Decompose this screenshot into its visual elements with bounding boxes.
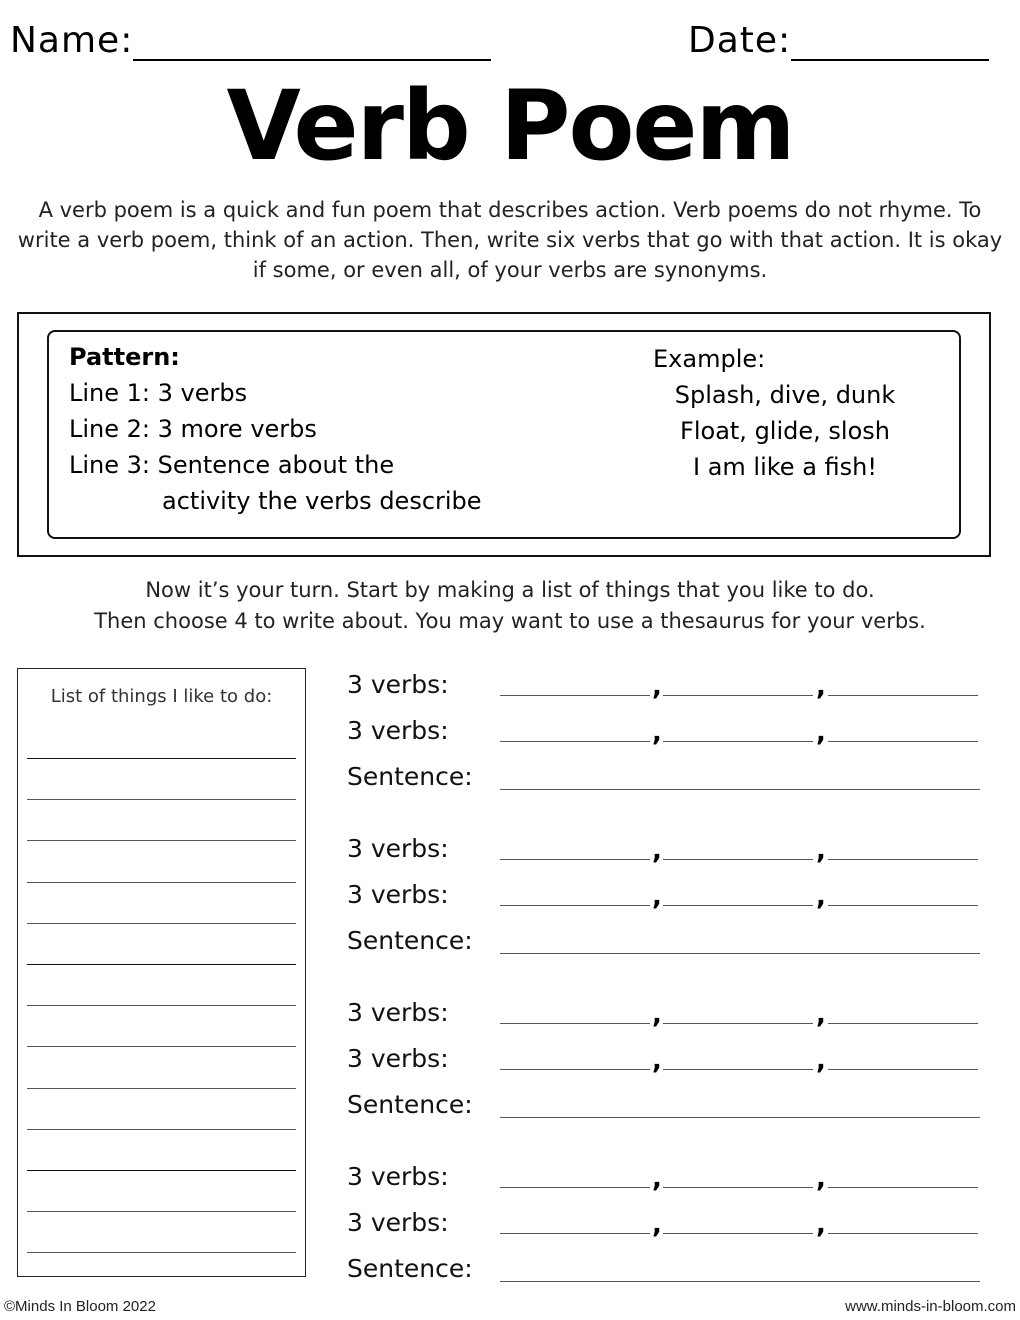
pattern-line: Line 1: 3 verbs <box>69 379 248 407</box>
verb-blank[interactable] <box>663 905 813 906</box>
comma: , <box>816 672 826 702</box>
page-title: Verb Poem <box>226 70 794 182</box>
verb-blank[interactable] <box>500 695 650 696</box>
verbs-label: 3 verbs: <box>347 1208 449 1237</box>
verb-blank[interactable] <box>663 1023 813 1024</box>
date-label: Date: <box>688 20 792 61</box>
verb-blank[interactable] <box>828 741 978 742</box>
comma: , <box>816 1164 826 1194</box>
verb-blank[interactable] <box>663 1233 813 1234</box>
comma: , <box>652 836 662 866</box>
verb-blank[interactable] <box>500 859 650 860</box>
verbs-label: 3 verbs: <box>347 670 449 699</box>
instructions <box>0 575 1020 637</box>
verbs-label: 3 verbs: <box>347 1162 449 1191</box>
list-blank-line[interactable] <box>27 1046 296 1047</box>
sentence-label: Sentence: <box>347 762 473 791</box>
verb-blank[interactable] <box>663 1069 813 1070</box>
sentence-blank[interactable] <box>500 789 980 790</box>
verb-blank[interactable] <box>828 1187 978 1188</box>
verb-blank[interactable] <box>828 695 978 696</box>
list-blank-line[interactable] <box>27 799 296 800</box>
list-blank-line[interactable] <box>27 1170 296 1171</box>
comma: , <box>816 836 826 866</box>
verb-blank[interactable] <box>500 1023 650 1024</box>
list-blank-line[interactable] <box>27 882 296 883</box>
verbs-label: 3 verbs: <box>347 716 449 745</box>
date-field[interactable] <box>688 20 989 61</box>
example-line: I am like a fish! <box>693 453 877 481</box>
example-line: Splash, dive, dunk <box>674 381 896 409</box>
comma: , <box>652 1210 662 1240</box>
verbs-label: 3 verbs: <box>347 998 449 1027</box>
comma: , <box>816 1000 826 1030</box>
pattern-line: activity the verbs describe <box>162 487 482 515</box>
verbs-label: 3 verbs: <box>347 834 449 863</box>
list-blank-line[interactable] <box>27 758 296 759</box>
pattern-line: Line 2: 3 more verbs <box>69 415 317 443</box>
list-box <box>17 668 306 1277</box>
verb-blank[interactable] <box>828 905 978 906</box>
list-blank-line[interactable] <box>27 840 296 841</box>
comma: , <box>652 1046 662 1076</box>
verbs-label: 3 verbs: <box>347 880 449 909</box>
verb-blank[interactable] <box>663 1187 813 1188</box>
list-blank-line[interactable] <box>27 1129 296 1130</box>
pattern-heading: Pattern: <box>69 343 180 371</box>
verb-blank[interactable] <box>663 741 813 742</box>
example-heading: Example: <box>653 345 766 373</box>
example-line: Float, glide, slosh <box>680 417 890 445</box>
list-blank-line[interactable] <box>27 1252 296 1253</box>
website[interactable]: www.minds-in-bloom.com <box>845 1298 1016 1315</box>
instruction-line: Now it’s your turn. Start by making a list of things that you like to do. <box>145 578 875 602</box>
intro-paragraph: A verb poem is a quick and fun poem that describes action. Verb poems do not rhyme. To write a verb poem, think of an action. Then, write six verbs that go with that action. It is okay if some, or even all, of your verbs are synonyms. <box>17 198 1003 282</box>
copyright: ©Minds In Bloom 2022 <box>4 1298 156 1315</box>
verb-blank[interactable] <box>828 1069 978 1070</box>
comma: , <box>652 1164 662 1194</box>
comma: , <box>816 1210 826 1240</box>
sentence-label: Sentence: <box>347 926 473 955</box>
sentence-label: Sentence: <box>347 1254 473 1283</box>
verb-blank[interactable] <box>500 1069 650 1070</box>
verb-blank[interactable] <box>500 905 650 906</box>
comma: , <box>652 672 662 702</box>
list-blank-line[interactable] <box>27 964 296 965</box>
date-blank[interactable] <box>791 25 989 61</box>
example-section <box>640 377 930 485</box>
comma: , <box>816 1046 826 1076</box>
sentence-blank[interactable] <box>500 953 980 954</box>
sentence-label: Sentence: <box>347 1090 473 1119</box>
comma: , <box>652 718 662 748</box>
comma: , <box>652 882 662 912</box>
comma: , <box>816 718 826 748</box>
name-blank[interactable] <box>133 25 491 61</box>
comma: , <box>816 882 826 912</box>
list-blank-line[interactable] <box>27 923 296 924</box>
verb-blank[interactable] <box>663 859 813 860</box>
list-title: List of things I like to do: <box>50 686 273 707</box>
comma: , <box>652 1000 662 1030</box>
pattern-section <box>69 339 482 519</box>
verb-blank[interactable] <box>828 859 978 860</box>
instruction-line: Then choose 4 to write about. You may want to use a thesaurus for your verbs. <box>94 609 926 633</box>
verb-blank[interactable] <box>828 1023 978 1024</box>
list-blank-line[interactable] <box>27 1211 296 1212</box>
name-field[interactable] <box>10 20 491 61</box>
sentence-blank[interactable] <box>500 1281 980 1282</box>
list-blank-line[interactable] <box>27 1088 296 1089</box>
list-blank-line[interactable] <box>27 1005 296 1006</box>
verb-blank[interactable] <box>500 1233 650 1234</box>
verbs-label: 3 verbs: <box>347 1044 449 1073</box>
sentence-blank[interactable] <box>500 1117 980 1118</box>
verb-blank[interactable] <box>500 741 650 742</box>
verb-blank[interactable] <box>500 1187 650 1188</box>
pattern-line: Line 3: Sentence about the <box>69 451 395 479</box>
verb-blank[interactable] <box>828 1233 978 1234</box>
verb-blank[interactable] <box>663 695 813 696</box>
name-label: Name: <box>10 20 134 61</box>
